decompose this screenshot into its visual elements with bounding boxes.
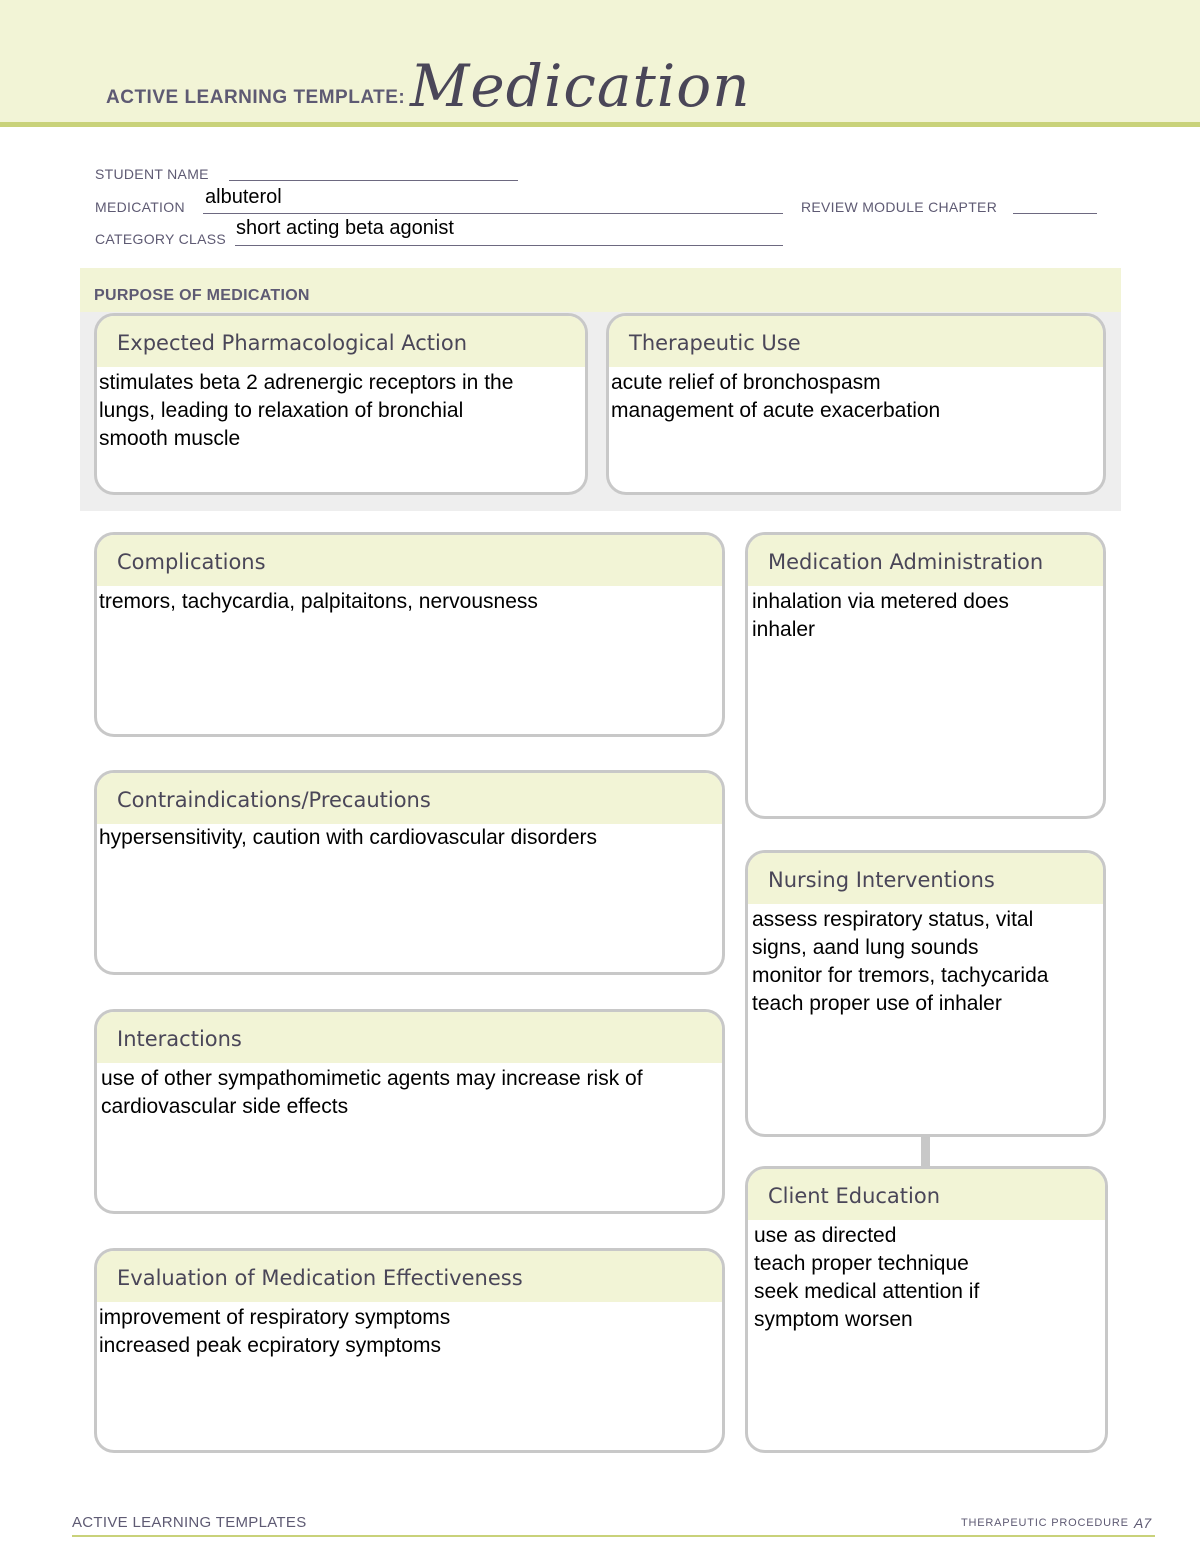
- administration-text: [748, 586, 1103, 644]
- contraindications-box[interactable]: [94, 770, 725, 975]
- text-line: symptom worsen: [754, 1308, 913, 1331]
- contraindications-title: Contraindications/Precautions: [117, 788, 431, 812]
- text-line: cardiovascular side effects: [101, 1095, 349, 1118]
- client-education-header: [748, 1169, 1105, 1220]
- purpose-label: PURPOSE OF MEDICATION: [94, 287, 310, 304]
- text-line: stimulates beta 2 adrenergic receptors in the: [99, 371, 514, 394]
- text-line: management of acute exacerbation: [611, 399, 941, 422]
- medication-field-line: [203, 213, 783, 214]
- text-line: seek medical attention if: [754, 1280, 980, 1303]
- interactions-box[interactable]: [94, 1009, 725, 1214]
- expected-action-header: [97, 316, 585, 367]
- text-line: inhaler: [752, 618, 816, 641]
- text-line: hypersensitivity, caution with cardiovascular disorders: [99, 826, 597, 849]
- administration-title: Medication Administration: [768, 550, 1044, 574]
- client-education-title: Client Education: [768, 1184, 941, 1208]
- text-line: use of other sympathomimetic agents may increase risk of: [101, 1067, 643, 1090]
- student-name-label: STUDENT NAME: [95, 166, 209, 182]
- student-name-field[interactable]: [229, 180, 518, 181]
- interactions-text: [97, 1063, 722, 1121]
- text-line: improvement of respiratory symptoms: [99, 1306, 451, 1329]
- category-field-line: [235, 245, 783, 246]
- page-number: A7: [1134, 1515, 1152, 1531]
- text-line: teach proper use of inhaler: [752, 992, 1002, 1015]
- text-line: use as directed: [754, 1224, 897, 1247]
- contraindications-text: [97, 824, 722, 852]
- text-line: signs, aand lung sounds: [752, 936, 979, 959]
- page-title: Medication: [410, 52, 751, 120]
- category-class-label: CATEGORY CLASS: [95, 231, 227, 247]
- medication-label: MEDICATION: [95, 199, 185, 215]
- client-education-text: [748, 1220, 1105, 1334]
- review-module-field[interactable]: [1013, 213, 1097, 214]
- review-module-label: REVIEW MODULE CHAPTER: [801, 199, 998, 215]
- expected-action-text: [97, 367, 585, 453]
- complications-text: [97, 586, 722, 616]
- evaluation-header: [97, 1251, 722, 1302]
- nursing-interventions-header: [748, 853, 1103, 904]
- interactions-title: Interactions: [117, 1027, 242, 1051]
- text-line: lungs, leading to relaxation of bronchial: [99, 399, 464, 422]
- nursing-interventions-title: Nursing Interventions: [768, 868, 995, 892]
- complications-box[interactable]: [94, 532, 725, 737]
- nursing-interventions-box[interactable]: [745, 850, 1106, 1137]
- footer-left-label: ACTIVE LEARNING TEMPLATES: [72, 1514, 307, 1531]
- evaluation-box[interactable]: [94, 1248, 725, 1453]
- text-line: monitor for tremors, tachycarida: [752, 964, 1049, 987]
- therapeutic-use-box[interactable]: [606, 313, 1106, 495]
- text-line: assess respiratory status, vital: [752, 908, 1034, 931]
- text-line: acute relief of bronchospasm: [611, 371, 881, 394]
- text-line: tremors, tachycardia, palpitaitons, nervousness: [99, 590, 538, 613]
- therapeutic-use-title: Therapeutic Use: [629, 331, 801, 355]
- client-education-box[interactable]: [745, 1166, 1108, 1453]
- administration-header: [748, 535, 1103, 586]
- medication-field[interactable]: albuterol: [205, 186, 282, 208]
- therapeutic-use-header: [609, 316, 1103, 367]
- box-connector: [921, 1135, 930, 1167]
- expected-action-box[interactable]: [94, 313, 588, 495]
- therapeutic-use-text: [609, 367, 1103, 425]
- nursing-interventions-text: [748, 904, 1103, 1018]
- administration-box[interactable]: [745, 532, 1106, 819]
- interactions-header: [97, 1012, 722, 1063]
- header-rule: [0, 122, 1200, 127]
- expected-action-title: Expected Pharmacological Action: [117, 331, 468, 355]
- footer-right-label: THERAPEUTIC PROCEDURE: [961, 1517, 1129, 1529]
- template-label: ACTIVE LEARNING TEMPLATE:: [106, 87, 406, 108]
- contraindications-header: [97, 773, 722, 824]
- text-line: smooth muscle: [99, 427, 241, 450]
- complications-title: Complications: [117, 550, 266, 574]
- evaluation-text: [97, 1302, 722, 1360]
- category-class-field[interactable]: short acting beta agonist: [236, 217, 454, 239]
- text-line: teach proper technique: [754, 1252, 969, 1275]
- text-line: increased peak ecpiratory symptoms: [99, 1334, 441, 1357]
- complications-header: [97, 535, 722, 586]
- text-line: inhalation via metered does: [752, 590, 1009, 613]
- evaluation-title: Evaluation of Medication Effectiveness: [117, 1266, 523, 1290]
- footer-rule: [72, 1535, 1155, 1537]
